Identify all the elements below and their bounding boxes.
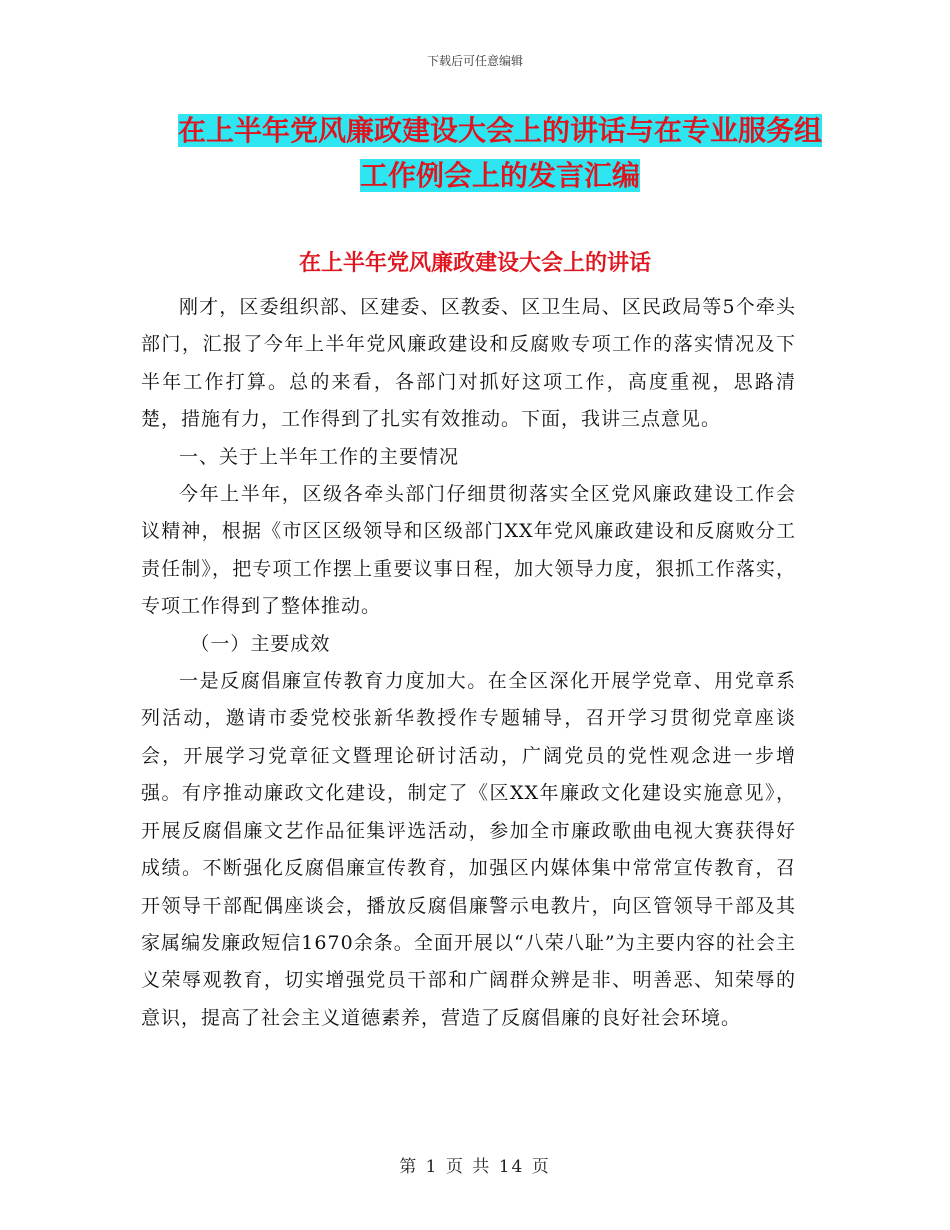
heading-main-results: （一）主要成效 <box>190 632 331 655</box>
paragraph-intro: 刚才，区委组织部、区建委、区教委、区卫生局、区民政局等5个牵头部门，汇报了今年上半年党风廉政建设和反腐败专项工作的落实情况及下半年工作打算。总的来看，各部门对抓好这项工作，高度重视，思路清楚，措施有力，工作得到了扎实有效推动。下面，我讲三点意见。 <box>141 296 796 431</box>
header-note: 下载后可任意编辑 <box>426 54 523 68</box>
page-footer: 第 1 页 共 14 页 <box>399 1157 551 1177</box>
document-title <box>150 108 850 198</box>
heading-part-1: 一、关于上半年工作的主要情况 <box>179 445 460 468</box>
body-text <box>141 289 796 1037</box>
document-title-line-2: 工作例会上的发言汇编 <box>359 159 640 192</box>
paragraph-overview: 今年上半年，区级各牵头部门仔细贯彻落实全区党风廉政建设工作会议精神，根据《市区区级领导和区级部门XX年党风廉政建设和反腐败分工责任制》，把专项工作摆上重要议事日程，加大领导力度，狠抓工作落实，专项工作得到了整体推动。 <box>141 483 796 618</box>
section-title: 在上半年党风廉政建设大会上的讲话 <box>298 251 651 276</box>
paragraph-education: 一是反腐倡廉宣传教育力度加大。在全区深化开展学党章、用党章系列活动，邀请市委党校张新华教授作专题辅导，召开学习贯彻党章座谈会，开展学习党章征文暨理论研讨活动，广阔党员的党性观念进一步增强。有序推动廉政文化建设，制定了《区XX年廉政文化建设实施意见》，开展反腐倡廉文艺作品征集评选活动，参加全市廉政歌曲电视大赛获得好成绩。不断强化反腐倡廉宣传教育，加强区内媒体集中常常宣传教育，召开领导干部配偶座谈会，播放反腐倡廉警示电教片，向区管领导干部及其家属编发廉政短信1670余条。全面开展以“八荣八耻”为主要内容的社会主义荣辱观教育，切实增强党员干部和广阔群众辨是非、明善恶、知荣辱的意识，提高了社会主义道德素养，营造了反腐倡廉的良好社会环境。 <box>141 670 796 1029</box>
document-title-line-1: 在上半年党风廉政建设大会上的讲话与在专业服务组 <box>177 114 822 147</box>
